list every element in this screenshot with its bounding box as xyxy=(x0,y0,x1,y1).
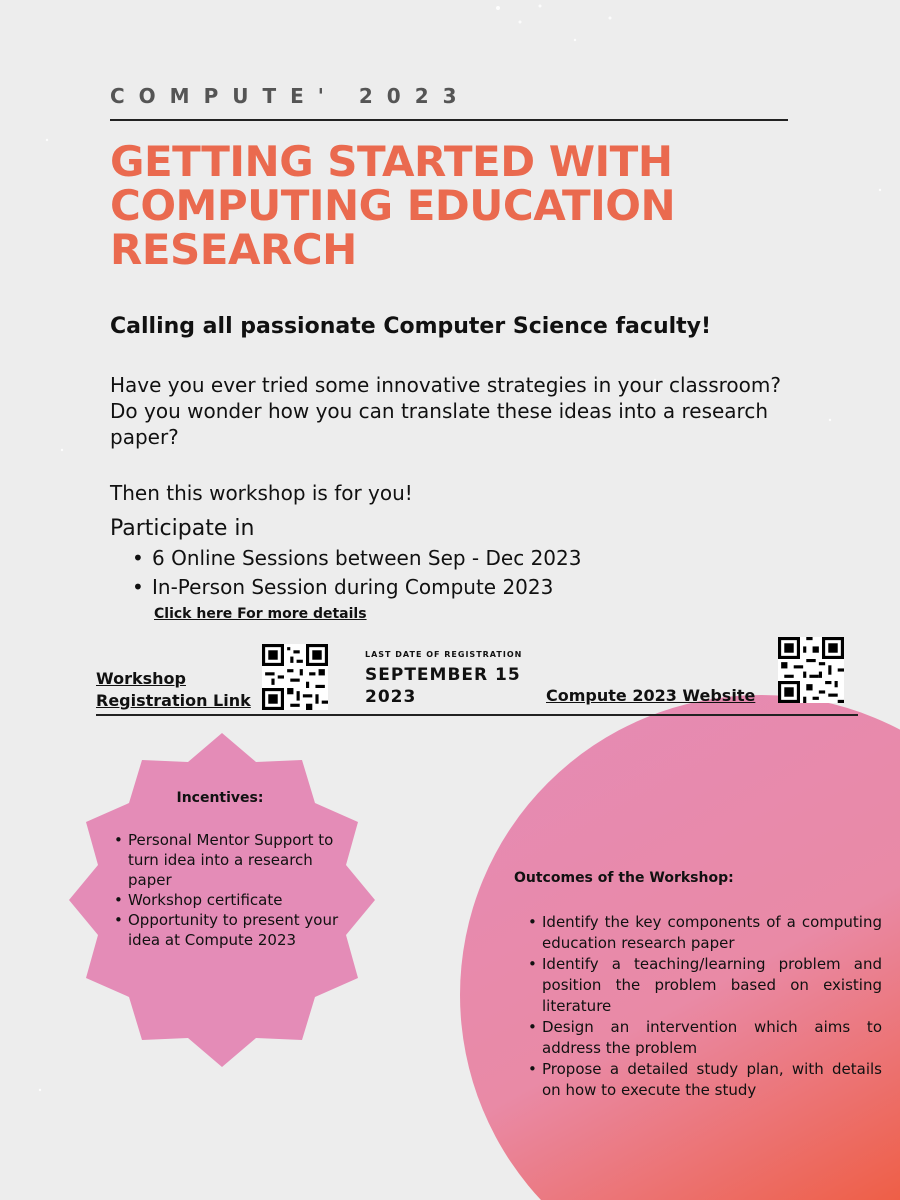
website-link[interactable]: Compute 2023 Website xyxy=(546,686,756,705)
title-line: RESEARCH xyxy=(110,225,357,274)
outcome-item: • Identify a teaching/learning problem and position the problem based on existing literature xyxy=(528,954,882,1017)
session-list xyxy=(132,544,581,602)
incentive-item: • Personal Mentor Support to turn idea into a research paper xyxy=(114,830,346,890)
header-divider xyxy=(110,119,788,121)
incentive-item: • Opportunity to present your idea at Compute 2023 xyxy=(114,910,346,950)
outcomes-title: Outcomes of the Workshop: xyxy=(514,870,734,886)
question-line: Have you ever tried some innovative strategies in your classroom? xyxy=(110,373,781,397)
question-line: paper? xyxy=(110,425,179,449)
website-qr-code[interactable] xyxy=(778,637,844,703)
incentive-item: • Workshop certificate xyxy=(114,890,346,910)
subheading: Calling all passionate Computer Science faculty! xyxy=(110,314,712,339)
outcome-item: • Identify the key components of a computing education research paper xyxy=(528,912,882,954)
call-to-action: Then this workshop is for you! xyxy=(110,481,413,505)
incentives-title: Incentives: xyxy=(176,790,264,806)
outcomes-list xyxy=(528,912,882,1101)
registration-divider xyxy=(96,714,858,716)
question-line: Do you wonder how you can translate these ideas into a research xyxy=(110,399,768,423)
last-date-label: LAST DATE OF REGISTRATION xyxy=(365,650,523,659)
participate-label: Participate in xyxy=(110,516,255,541)
title-line: COMPUTING EDUCATION xyxy=(110,181,676,230)
title-line: GETTING STARTED WITH xyxy=(110,137,673,186)
session-item: • 6 Online Sessions between Sep - Dec 2023 xyxy=(132,544,581,573)
registration-qr-code[interactable] xyxy=(262,644,328,710)
intro-question xyxy=(110,372,870,450)
incentives-list xyxy=(114,830,346,950)
last-date-line: SEPTEMBER 15 xyxy=(365,665,521,685)
last-date-line: 2023 xyxy=(365,687,417,707)
registration-link[interactable] xyxy=(96,668,266,712)
more-details-link[interactable]: Click here For more details xyxy=(154,606,367,622)
outcome-item: • Design an intervention which aims to address the problem xyxy=(528,1017,882,1059)
registration-link-line: Registration Link xyxy=(96,691,251,710)
page-title xyxy=(110,137,830,274)
last-date xyxy=(365,664,535,708)
registration-link-line: Workshop xyxy=(96,669,186,688)
session-item: • In-Person Session during Compute 2023 xyxy=(132,573,581,602)
outcome-item: • Propose a detailed study plan, with details on how to execute the study xyxy=(528,1059,882,1101)
event-kicker: COMPUTE' 2023 xyxy=(110,84,471,108)
